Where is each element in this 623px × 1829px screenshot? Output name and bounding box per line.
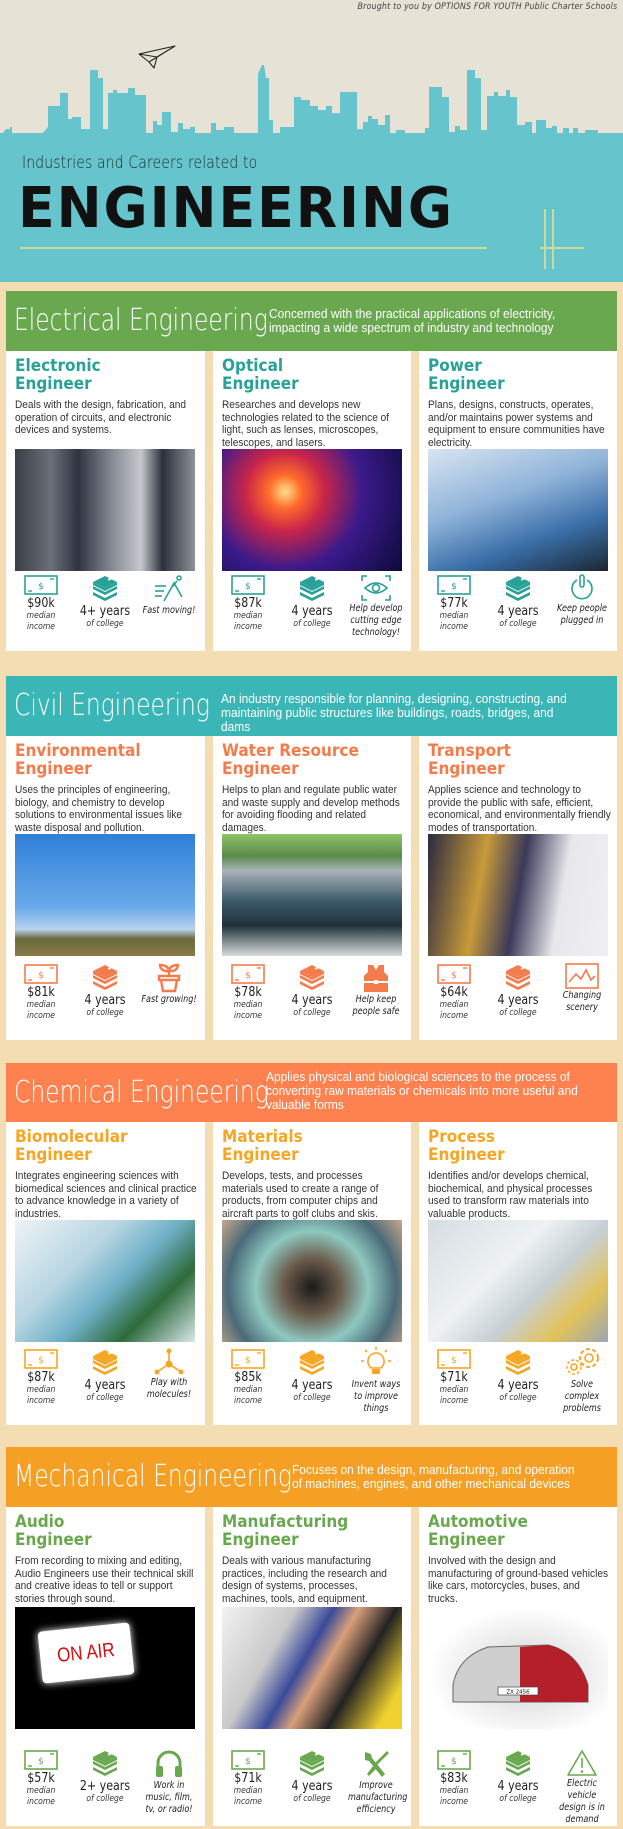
career-title-line2: Engineer bbox=[428, 1145, 505, 1165]
career-description: Deals with the design, fabrication, and operation of circuits, and electronic devices and systems. bbox=[15, 399, 187, 436]
career-title-line1: Biomolecular bbox=[15, 1127, 128, 1147]
technician-server-rack-photo bbox=[15, 449, 195, 571]
money-icon bbox=[8, 573, 74, 597]
lightbulb-icon bbox=[343, 1347, 409, 1379]
income-value: $71k bbox=[234, 1771, 262, 1786]
power-tower-workers-photo bbox=[428, 449, 608, 571]
income-value: $78k bbox=[234, 985, 262, 1000]
income-label: median income bbox=[233, 1000, 263, 1021]
highlight-text: Keep people plugged in bbox=[556, 603, 608, 626]
molecule-icon bbox=[136, 1347, 202, 1377]
career-title-line1: Water Resource bbox=[222, 741, 359, 761]
plant-pot-icon bbox=[136, 962, 202, 994]
career-title-line2: Engineer bbox=[222, 1530, 299, 1550]
career-description: Deals with various manufacturing practices, including the research and design of systems, processes, machines, tools, and equipment. bbox=[222, 1555, 387, 1605]
career-stats bbox=[213, 962, 411, 1032]
money-icon bbox=[8, 962, 74, 986]
career-stats bbox=[6, 573, 205, 643]
career-title-line2: Engineer bbox=[222, 1145, 299, 1165]
education-value: 4 years bbox=[497, 1378, 539, 1393]
income-value: $57k bbox=[27, 1771, 55, 1786]
highlight-stat bbox=[343, 962, 409, 1018]
power-button-icon bbox=[549, 573, 615, 603]
highlight-stat bbox=[136, 962, 202, 1006]
income-stat bbox=[215, 1748, 281, 1808]
on-air-text: ON AIR bbox=[56, 1638, 116, 1667]
career-title-line2: Engineer bbox=[428, 759, 505, 779]
income-label: median income bbox=[439, 611, 469, 632]
jet-engine-photo bbox=[222, 1220, 402, 1342]
income-stat bbox=[8, 962, 74, 1022]
svg-text:ZX 2456: ZX 2456 bbox=[506, 1689, 530, 1696]
education-label: of college bbox=[499, 1008, 537, 1018]
career-description: Plans, designs, constructs, operates, and/or maintains power systems and equipment to ensure communities have electricity. bbox=[428, 399, 605, 449]
svg-text:$: $ bbox=[245, 1757, 251, 1767]
wrench-screwdriver-icon bbox=[343, 1748, 409, 1780]
career-card bbox=[6, 1122, 205, 1425]
career-title bbox=[15, 742, 141, 778]
education-label: of college bbox=[86, 1393, 124, 1403]
income-label: median income bbox=[233, 611, 263, 632]
career-title-line1: Electronic bbox=[15, 356, 101, 376]
career-card bbox=[419, 1507, 617, 1826]
career-description: Uses the principles of engineering, biology, and chemistry to develop solutions to environmental issues like waste disposal and pollution. bbox=[15, 784, 183, 834]
highlight-text: Invent ways to improve things bbox=[351, 1379, 401, 1414]
career-title-line2: Engineer bbox=[15, 1530, 92, 1550]
career-title-line2: Engineer bbox=[428, 374, 505, 394]
career-card bbox=[6, 1507, 205, 1826]
hero-decor-line bbox=[544, 209, 546, 269]
hero-title: ENGINEERING bbox=[18, 176, 454, 241]
career-stats bbox=[213, 1347, 411, 1417]
education-stat bbox=[485, 573, 551, 630]
education-value: 4 years bbox=[497, 1779, 539, 1794]
lathe-worker-photo bbox=[222, 1607, 402, 1729]
section-band bbox=[6, 676, 617, 736]
education-stat bbox=[485, 962, 551, 1019]
books-icon bbox=[485, 573, 551, 605]
career-title-line2: Engineer bbox=[15, 374, 92, 394]
education-label: of college bbox=[293, 619, 331, 629]
highlight-text: Work in music, film, tv, or radio! bbox=[145, 1780, 193, 1815]
money-icon bbox=[215, 1748, 281, 1772]
credit-text: Brought to you by OPTIONS FOR YOUTH Public Charter Schools bbox=[357, 2, 617, 12]
education-label: of college bbox=[86, 1008, 124, 1018]
gears-icon bbox=[549, 1347, 615, 1379]
running-person-icon bbox=[136, 573, 202, 605]
income-value: $77k bbox=[440, 596, 468, 611]
education-stat bbox=[485, 1748, 551, 1805]
career-description: Integrates engineering sciences with biomedical sciences and clinical practice to advance knowledge in a variety of industries. bbox=[15, 1170, 197, 1220]
income-value: $85k bbox=[234, 1370, 262, 1385]
career-description: Applies science and technology to provide the public with safe, efficient, economical, and environmentally friendly modes of transportation. bbox=[428, 784, 611, 834]
career-title-line1: Automotive bbox=[428, 1512, 528, 1532]
warning-triangle-icon bbox=[549, 1748, 615, 1778]
lab-flask-dna-photo bbox=[15, 1220, 195, 1342]
education-label: of college bbox=[293, 1794, 331, 1804]
career-title-line2: Engineer bbox=[15, 1145, 92, 1165]
career-title-line2: Engineer bbox=[428, 1530, 505, 1550]
career-stats bbox=[419, 573, 617, 643]
hero-subtitle: Industries and Careers related to bbox=[22, 153, 258, 173]
books-icon bbox=[72, 573, 138, 605]
books-icon bbox=[72, 1748, 138, 1780]
career-description: From recording to mixing and editing, Audio Engineers use their technical skill and creative ideas to tell or support stories through sound. bbox=[15, 1555, 194, 1605]
education-value: 4 years bbox=[84, 1378, 126, 1393]
money-icon bbox=[215, 573, 281, 597]
highlight-stat bbox=[549, 962, 615, 1014]
income-value: $87k bbox=[27, 1370, 55, 1385]
education-stat bbox=[72, 1748, 138, 1805]
hero-decor-line bbox=[540, 247, 584, 249]
career-title bbox=[222, 1128, 303, 1164]
money-icon bbox=[421, 1748, 487, 1772]
career-card bbox=[419, 351, 617, 651]
water-treatment-photo bbox=[222, 834, 402, 956]
career-stats bbox=[213, 1748, 411, 1818]
money-icon bbox=[8, 1748, 74, 1772]
education-value: 4 years bbox=[291, 604, 333, 619]
life-vest-icon bbox=[343, 962, 409, 994]
career-card bbox=[213, 1507, 411, 1826]
hero-divider bbox=[20, 247, 487, 249]
career-title bbox=[428, 357, 505, 393]
books-icon bbox=[72, 962, 138, 994]
highlight-stat bbox=[549, 573, 615, 627]
career-description: Involved with the design and manufacturing of ground-based vehicles like cars, motorcycles, buses, and trucks. bbox=[428, 1555, 609, 1605]
education-label: of college bbox=[86, 1794, 124, 1804]
income-value: $64k bbox=[440, 985, 468, 1000]
career-title-line1: Transport bbox=[428, 741, 511, 761]
books-icon bbox=[279, 573, 345, 605]
svg-text:$: $ bbox=[38, 1356, 44, 1366]
education-label: of college bbox=[86, 619, 124, 629]
section-band bbox=[6, 1447, 617, 1507]
income-label: median income bbox=[439, 1000, 469, 1021]
career-description: Researches and develops new technologies related to the science of light, such as lenses, microscopes, telescopes, and lasers. bbox=[222, 399, 390, 449]
svg-text:$: $ bbox=[245, 971, 251, 981]
income-stat bbox=[8, 1347, 74, 1407]
career-title bbox=[222, 742, 359, 778]
income-stat bbox=[421, 962, 487, 1022]
education-label: of college bbox=[293, 1393, 331, 1403]
money-icon bbox=[8, 1347, 74, 1371]
career-title-line1: Audio bbox=[15, 1512, 65, 1532]
career-title-line1: Environmental bbox=[15, 741, 141, 761]
education-label: of college bbox=[499, 619, 537, 629]
section-description: An industry responsible for planning, designing, constructing, and maintaining public structures like buildings, roads, bridges, and dams bbox=[221, 691, 567, 734]
career-stats bbox=[6, 1748, 205, 1818]
section-title: Civil Engineering bbox=[14, 688, 210, 723]
highlight-stat bbox=[343, 573, 409, 639]
city-planning-photo bbox=[428, 834, 608, 956]
highlight-text: Play with molecules! bbox=[146, 1377, 192, 1400]
svg-text:$: $ bbox=[38, 1757, 44, 1767]
income-value: $81k bbox=[27, 985, 55, 1000]
career-stats bbox=[6, 962, 205, 1032]
highlight-stat bbox=[549, 1347, 615, 1415]
career-title bbox=[428, 1128, 505, 1164]
income-label: median income bbox=[233, 1385, 263, 1406]
books-icon bbox=[72, 1347, 138, 1379]
income-value: $90k bbox=[27, 596, 55, 611]
education-stat bbox=[72, 1347, 138, 1404]
team-blueprint-meeting-photo bbox=[428, 1220, 608, 1342]
income-stat bbox=[421, 1748, 487, 1808]
money-icon bbox=[421, 573, 487, 597]
career-title-line1: Manufacturing bbox=[222, 1512, 349, 1532]
career-card bbox=[213, 1122, 411, 1425]
income-stat bbox=[8, 573, 74, 633]
highlight-stat bbox=[343, 1748, 409, 1816]
education-label: of college bbox=[293, 1008, 331, 1018]
section-title: Chemical Engineering bbox=[14, 1074, 269, 1110]
books-icon bbox=[279, 962, 345, 994]
career-title bbox=[15, 357, 101, 393]
income-label: median income bbox=[439, 1385, 469, 1406]
education-value: 4 years bbox=[291, 1378, 333, 1393]
education-value: 2+ years bbox=[79, 1779, 131, 1794]
highlight-text: Fast moving! bbox=[142, 605, 196, 616]
career-stats bbox=[419, 1347, 617, 1417]
money-icon bbox=[421, 962, 487, 986]
education-stat bbox=[279, 1347, 345, 1404]
career-description: Helps to plan and regulate public water and waste supply and develop methods for avoiding flooding and related damages. bbox=[222, 784, 400, 834]
svg-text:$: $ bbox=[38, 971, 44, 981]
career-card bbox=[6, 351, 205, 651]
highlight-text: Help keep people safe bbox=[352, 994, 400, 1017]
career-title-line1: Power bbox=[428, 356, 482, 376]
income-label: median income bbox=[233, 1786, 263, 1807]
wind-turbines-photo bbox=[15, 834, 195, 956]
career-title-line1: Materials bbox=[222, 1127, 303, 1147]
income-stat bbox=[215, 1347, 281, 1407]
education-label: of college bbox=[499, 1393, 537, 1403]
books-icon bbox=[279, 1347, 345, 1379]
books-icon bbox=[279, 1748, 345, 1780]
highlight-stat bbox=[549, 1748, 615, 1826]
career-description: Identifies and/or develops chemical, biochemical, and physical processes used to transform raw materials into valuable products. bbox=[428, 1170, 593, 1220]
section-title: Electrical Engineering bbox=[14, 303, 268, 338]
on-air-sign-photo bbox=[15, 1607, 195, 1729]
highlight-stat bbox=[136, 1347, 202, 1401]
education-stat bbox=[72, 962, 138, 1019]
career-title-line2: Engineer bbox=[222, 759, 299, 779]
section-band bbox=[6, 1063, 617, 1122]
career-description: Develops, tests, and processes materials used to create a range of products, from computer chips and aircraft parts to golf clubs and skis. bbox=[222, 1170, 379, 1220]
city-skyline bbox=[0, 55, 623, 145]
career-title bbox=[428, 742, 511, 778]
income-label: median income bbox=[26, 1786, 56, 1807]
career-title-line1: Process bbox=[428, 1127, 495, 1147]
svg-text:$: $ bbox=[451, 1757, 457, 1767]
highlight-text: Solve complex problems bbox=[563, 1379, 601, 1414]
highlight-text: Improve manufacturing efficiency bbox=[347, 1780, 408, 1815]
svg-text:$: $ bbox=[451, 971, 457, 981]
education-stat bbox=[279, 1748, 345, 1805]
career-title-line1: Optical bbox=[222, 356, 284, 376]
highlight-text: Help develop cutting edge technology! bbox=[349, 603, 403, 638]
career-stats bbox=[419, 1748, 617, 1825]
books-icon bbox=[485, 1748, 551, 1780]
highlight-stat bbox=[136, 573, 202, 617]
career-stats bbox=[6, 1347, 205, 1417]
income-stat bbox=[215, 573, 281, 633]
svg-text:$: $ bbox=[245, 1356, 251, 1366]
career-card bbox=[213, 351, 411, 651]
education-value: 4 years bbox=[291, 1779, 333, 1794]
career-card bbox=[419, 736, 617, 1040]
income-stat bbox=[421, 1347, 487, 1407]
career-title bbox=[15, 1513, 92, 1549]
section-band bbox=[6, 291, 617, 351]
education-label: of college bbox=[499, 1794, 537, 1804]
headphones-icon bbox=[136, 1748, 202, 1780]
career-title-line2: Engineer bbox=[15, 759, 92, 779]
money-icon bbox=[215, 1347, 281, 1371]
highlight-stat bbox=[343, 1347, 409, 1415]
eye-scan-icon bbox=[343, 573, 409, 603]
highlight-text: Changing scenery bbox=[562, 990, 602, 1013]
income-stat bbox=[215, 962, 281, 1022]
hero-decor-line bbox=[552, 209, 554, 269]
career-stats bbox=[213, 573, 411, 643]
education-value: 4 years bbox=[84, 993, 126, 1008]
books-icon bbox=[485, 962, 551, 994]
education-stat bbox=[485, 1347, 551, 1404]
education-value: 4+ years bbox=[79, 604, 131, 619]
education-value: 4 years bbox=[497, 604, 539, 619]
career-title-line2: Engineer bbox=[222, 374, 299, 394]
books-icon bbox=[485, 1347, 551, 1379]
career-title bbox=[15, 1128, 128, 1164]
highlight-text: Fast growing! bbox=[141, 994, 197, 1005]
income-label: median income bbox=[26, 611, 56, 632]
sports-car-sketch-photo bbox=[428, 1607, 608, 1729]
income-stat bbox=[8, 1748, 74, 1808]
svg-text:$: $ bbox=[451, 582, 457, 592]
svg-text:$: $ bbox=[245, 582, 251, 592]
career-card bbox=[213, 736, 411, 1040]
career-stats bbox=[419, 962, 617, 1032]
on-air-sign bbox=[38, 1622, 135, 1683]
section-description: Concerned with the practical applications of electricity, impacting a wide spectrum of industry and technology bbox=[269, 306, 556, 335]
career-title bbox=[428, 1513, 528, 1549]
education-stat bbox=[279, 962, 345, 1019]
income-value: $87k bbox=[234, 596, 262, 611]
highlight-text: Electric vehicle design is in demand bbox=[559, 1778, 605, 1825]
landscape-chart-icon bbox=[549, 962, 615, 990]
svg-text:$: $ bbox=[38, 582, 44, 592]
education-stat bbox=[279, 573, 345, 630]
income-stat bbox=[421, 573, 487, 633]
car-sketch bbox=[428, 1607, 608, 1729]
svg-text:$: $ bbox=[451, 1356, 457, 1366]
money-icon bbox=[215, 962, 281, 986]
highlight-stat bbox=[136, 1748, 202, 1816]
money-icon bbox=[421, 1347, 487, 1371]
section-description: Applies physical and biological sciences to the process of converting raw materials or chemicals into more useful and valuable forms bbox=[266, 1069, 578, 1112]
income-label: median income bbox=[439, 1786, 469, 1807]
career-card bbox=[6, 736, 205, 1040]
education-stat bbox=[72, 573, 138, 630]
hero-banner bbox=[0, 0, 623, 282]
income-value: $83k bbox=[440, 1771, 468, 1786]
fiber-optics-photo bbox=[222, 449, 402, 571]
career-title bbox=[222, 357, 299, 393]
income-value: $71k bbox=[440, 1370, 468, 1385]
career-card bbox=[419, 1122, 617, 1425]
income-label: median income bbox=[26, 1385, 56, 1406]
section-description: Focuses on the design, manufacturing, and operation of machines, engines, and other mechanical devices bbox=[292, 1462, 575, 1491]
education-value: 4 years bbox=[291, 993, 333, 1008]
income-label: median income bbox=[26, 1000, 56, 1021]
career-title bbox=[222, 1513, 348, 1549]
education-value: 4 years bbox=[497, 993, 539, 1008]
section-title: Mechanical Engineering bbox=[14, 1459, 292, 1494]
